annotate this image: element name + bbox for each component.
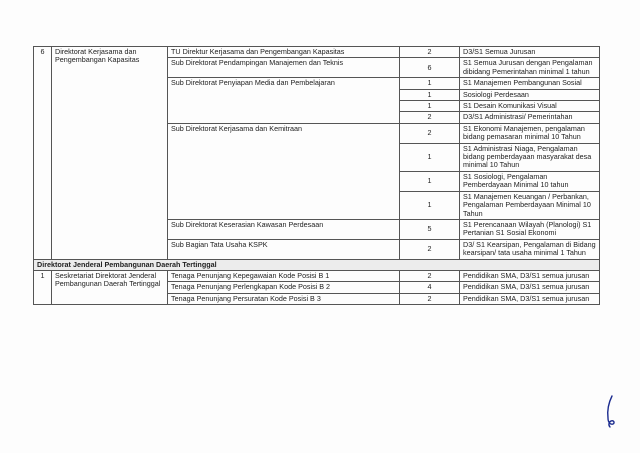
quantity: 1 <box>400 101 460 112</box>
unit-name: Seskretariat Direktorat Jenderal Pembangunan Daerah Tertinggal <box>52 270 168 304</box>
section-heading: Direktorat Jenderal Pembangunan Daerah Tertinggal <box>34 259 600 270</box>
quantity: 2 <box>400 112 460 123</box>
qualification: Pendidikan SMA, D3/S1 semua jurusan <box>460 282 600 293</box>
sub-unit: TU Direktur Kerjasama dan Pengembangan Kapasitas <box>168 47 400 58</box>
quantity: 1 <box>400 89 460 100</box>
quantity: 1 <box>400 171 460 191</box>
quantity: 1 <box>400 143 460 171</box>
qualification: D3/S1 Semua Jurusan <box>460 47 600 58</box>
table-row <box>34 47 600 58</box>
quantity: 2 <box>400 123 460 143</box>
qualification: S1 Sosiologi, Pengalaman Pemberdayaan Minimal 10 tahun <box>460 171 600 191</box>
qualification: S1 Desain Komunikasi Visual <box>460 101 600 112</box>
quantity: 2 <box>400 270 460 281</box>
sub-unit: Sub Direktorat Keserasian Kawasan Perdesaan <box>168 219 400 239</box>
qualification: S1 Ekonomi Manajemen, pengalaman bidang pemasaran minimal 10 Tahun <box>460 123 600 143</box>
staffing-table <box>33 46 600 305</box>
quantity: 1 <box>400 78 460 89</box>
row-number: 6 <box>34 47 52 260</box>
quantity: 6 <box>400 58 460 78</box>
sub-unit: Tenaga Penunjang Kepegawaian Kode Posisi B 1 <box>168 270 400 281</box>
quantity: 5 <box>400 219 460 239</box>
row-number: 1 <box>34 270 52 304</box>
sub-unit: Sub Bagian Tata Usaha KSPK <box>168 239 400 259</box>
sub-unit: Sub Direktorat Kerjasama dan Kemitraan <box>168 123 400 219</box>
sub-unit: Sub Direktorat Pendampingan Manajemen dan Teknis <box>168 58 400 78</box>
table-row <box>34 270 600 281</box>
quantity: 2 <box>400 239 460 259</box>
unit-name: Direktorat Kerjasama dan Pengembangan Kapasitas <box>52 47 168 260</box>
sub-unit: Tenaga Penunjang Perlengkapan Kode Posisi B 2 <box>168 282 400 293</box>
qualification: S1 Manajemen Keuangan / Perbankan, Pengalaman Pemberdayaan Minimal 10 Tahun <box>460 191 600 219</box>
qualification: Pendidikan SMA, D3/S1 semua jurusan <box>460 270 600 281</box>
qualification: Sosiologi Perdesaan <box>460 89 600 100</box>
quantity: 4 <box>400 282 460 293</box>
quantity: 1 <box>400 191 460 219</box>
qualification: S1 Manajemen Pembangunan Sosial <box>460 78 600 89</box>
quantity: 2 <box>400 47 460 58</box>
sub-unit: Sub Direktorat Penyiapan Media dan Pembelajaran <box>168 78 400 124</box>
quantity: 2 <box>400 293 460 304</box>
qualification: D3/ S1 Kearsipan, Pengalaman di Bidang kearsipan/ tata usaha minimal 1 Tahun <box>460 239 600 259</box>
qualification: D3/S1 Administrasi/ Pemerintahan <box>460 112 600 123</box>
qualification: Pendidikan SMA, D3/S1 semua jurusan <box>460 293 600 304</box>
signature-initial-icon <box>603 394 617 428</box>
qualification: S1 Perencanaan Wilayah (Planologi) S1 Pertanian S1 Sosial Ekonomi <box>460 219 600 239</box>
qualification: S1 Semua Jurusan dengan Pengalaman dibidang Pemerintahan minimal 1 tahun <box>460 58 600 78</box>
sub-unit: Tenaga Penunjang Persuratan Kode Posisi B 3 <box>168 293 400 304</box>
qualification: S1 Administrasi Niaga, Pengalaman bidang pemberdayaan masyarakat desa minimal 10 Tahun <box>460 143 600 171</box>
section-header-row <box>34 259 600 270</box>
